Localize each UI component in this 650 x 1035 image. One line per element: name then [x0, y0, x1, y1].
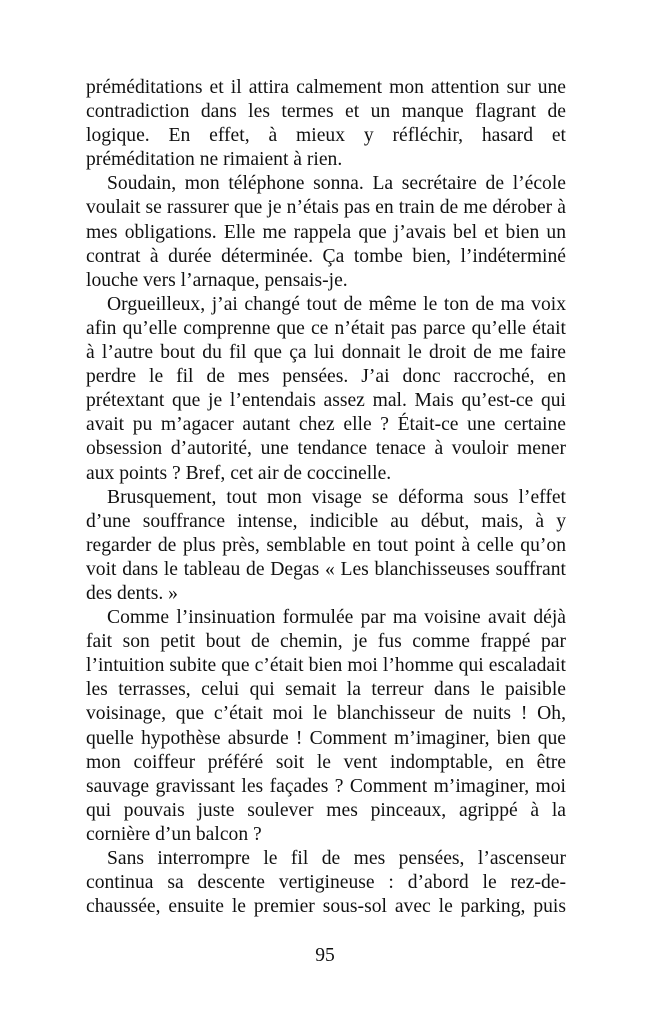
paragraph-4: Brusquement, tout mon visage se déforma sous l’effet d’une souffrance intense, indicible au début, mais, à y regarder de plus près, semblable en tout point à celle qu’on voit dans le tableau de Degas « Les blanchisseuses souffrant des dents. » [86, 486, 566, 604]
paragraph-2: Soudain, mon téléphone sonna. La secrétaire de l’école voulait se rassurer que je n’étais pas en train de me dérober à mes obligations. Elle me rappela que j’avais bel et bien un contrat à durée déterminée. Ça tombe bien, l’indéterminé louche vers l’arnaque, pensais-je. [86, 173, 566, 291]
paragraph-3: Orgueilleux, j’ai changé tout de même le ton de ma voix afin qu’elle comprenne que ce n’était pas parce qu’elle était à l’autre bout du fil que ça lui donnait le droit de me faire perdre le fil de mes pensées. J’ai donc raccroché, en prétextant que je l’entendais assez mal. Mais qu’est-ce qui avait pu m’agacer autant chez elle ? Était-ce une certaine obsession d’autorité, une tendance tenace à vouloir mener aux points ? Bref, cet air de coccinelle. [86, 293, 566, 484]
paragraph-6: Sans interrompre le fil de mes pensées, l’ascenseur continua sa descente vertigineuse : d’abord le rez-de-chaussée, ensuite le premier sous-sol avec le parking, puis [86, 848, 566, 918]
paragraph-1: préméditations et il attira calmement mon attention sur une contradiction dans les termes et un manque flagrant de logique. En effet, à mieux y réfléchir, hasard et préméditation ne rimaient à rien. [86, 77, 566, 171]
page-number: 95 [315, 945, 335, 966]
paragraph-5: Comme l’insinuation formulée par ma voisine avait déjà fait son petit bout de chemin, je fus comme frappé par l’intuition subite que c’était bien moi l’homme qui escaladait les terrasses, celui qui semait la terreur dans le paisible voisinage, que c’était moi le blanchisseur de nuits ! Oh, quelle hypothèse absurde ! Comment m’imaginer, bien que mon coiffeur préféré soit le vent indomptable, en être sauvage gravissant les façades ? Comment m’imaginer, moi qui pouvais juste soulever mes pinceaux, agrippé à la cornière d’un balcon ? [86, 607, 566, 845]
page-body [86, 76, 566, 919]
